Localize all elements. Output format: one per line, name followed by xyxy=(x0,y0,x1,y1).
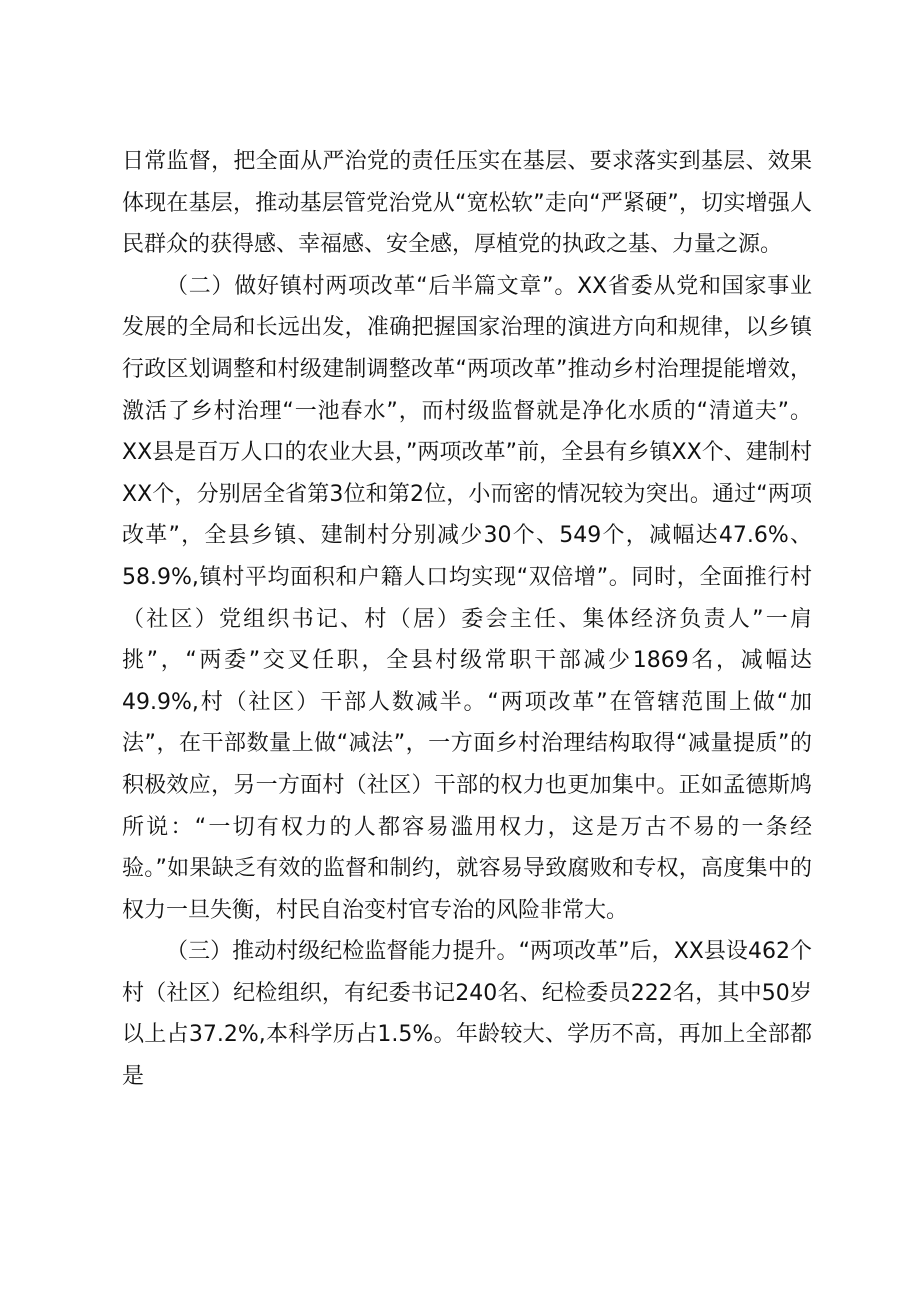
paragraph-text: 日常监督，把全面从严治党的责任压实在基层、要求落实到基层、效果体现在基层，推动基层管党治党从“宽松软”走向“严紧硬”，切实增强人民群众的获得感、幸福感、安全感，厚植党的执政之基、力量之源。 xyxy=(122,149,812,258)
paragraph-text: “两项改革”后，XX县设462个村（社区）纪检组织，有纪委书记240名、纪检委员222名，其中50岁以上占37.2%,本科学历占1.5%。年龄较大、学历不高，再加上全部都是 xyxy=(122,939,812,1090)
body-text xyxy=(122,141,812,1098)
section-heading: （二）做好镇村两项改革“后半篇文章”。 xyxy=(166,273,578,299)
section-heading: （三）推动村级纪检监督能力提升。 xyxy=(166,939,519,965)
paragraph-text: XX省委从党和国家事业发展的全局和长远出发，准确把握国家治理的演进方向和规律，以乡镇行政区划调整和村级建制调整改革“两项改革”推动乡村治理提能增效，激活了乡村治理“一池春水”，而村级监督就是净化水质的“清道夫”。XX县是百万人口的农业大县，”两项改革”前，全县有乡镇XX个、建制村XX个，分别居全省第3位和第2位，小而密的情况较为突出。通过“两项改革”，全县乡镇、建制村分别减少30个、549个，减幅达47.6%、58.9%,镇村平均面积和户籍人口均实现“双倍增”。同时，全面推行村（社区）党组织书记、村（居）委会主任、集体经济负责人”一肩挑”，“两委”交叉任职，全县村级常职干部减少1869名，减幅达49.9%,村（社区）干部人数减半。“两项改革”在管辖范围上做“加法”，在干部数量上做“减法”，一方面乡村治理结构取得“减量提质”的积极效应，另一方面村（社区）干部的权力也更加集中。正如孟德斯鸠所说：“一切有权力的人都容易滥用权力，这是万古不易的一条经验。”如果缺乏有效的监督和制约，就容易导致腐败和专权，高度集中的权力一旦失衡，村民自治变村官专治的风险非常大。 xyxy=(122,273,812,923)
paragraph-section-three xyxy=(122,931,812,1097)
paragraph-section-two xyxy=(122,266,812,932)
paragraph-continuation xyxy=(122,141,812,266)
